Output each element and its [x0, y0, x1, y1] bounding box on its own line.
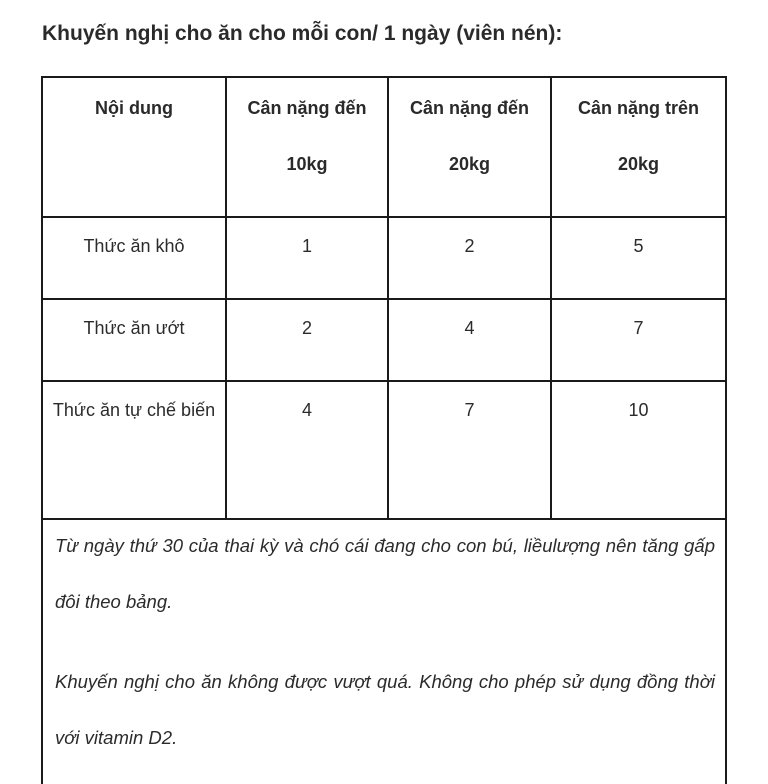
cell-value: 4 — [226, 381, 388, 519]
page-title: Khuyến nghị cho ăn cho mỗi con/ 1 ngày (viên nén): — [42, 22, 563, 45]
cell-value: 2 — [388, 217, 551, 299]
cell-value: 10 — [551, 381, 726, 519]
header-weight-10kg: Cân nặng đến 10kg — [226, 77, 388, 217]
header-weight-20kg: Cân nặng đến 20kg — [388, 77, 551, 217]
note-paragraph: Từ ngày thứ 30 của thai kỳ và chó cái đang cho con bú, liềulượng nên tăng gấp đôi theo bảng. — [55, 535, 715, 612]
cell-value: 2 — [226, 299, 388, 381]
cell-value: 5 — [551, 217, 726, 299]
cell-value: 1 — [226, 217, 388, 299]
cell-value: 7 — [388, 381, 551, 519]
table-row — [42, 299, 726, 381]
cell-value: 7 — [551, 299, 726, 381]
row-label: Thức ăn ướt — [42, 299, 226, 381]
table-row — [42, 381, 726, 519]
row-label: Thức ăn khô — [42, 217, 226, 299]
dosage-table — [41, 76, 727, 520]
table-header-row — [42, 77, 726, 217]
table-row — [42, 217, 726, 299]
note-paragraph: Khuyến nghị cho ăn không được vượt quá. Không cho phép sử dụng đồng thời với vitamin D2. — [55, 671, 715, 748]
header-weight-over-20kg: Cân nặng trên 20kg — [551, 77, 726, 217]
header-content: Nội dung — [42, 77, 226, 217]
row-label: Thức ăn tự chế biến — [42, 381, 226, 519]
notes-section — [41, 514, 727, 784]
cell-value: 4 — [388, 299, 551, 381]
